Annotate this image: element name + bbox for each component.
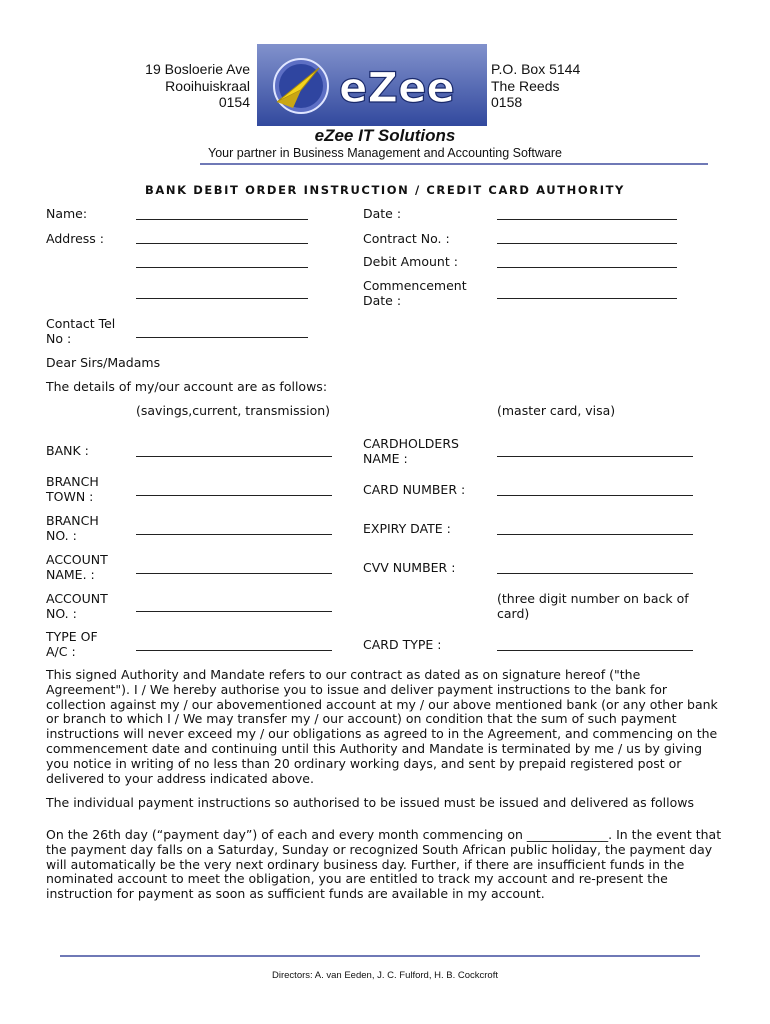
expiry-label: EXPIRY DATE : <box>363 521 451 536</box>
bank-types-note: (savings,current, transmission) <box>136 403 331 418</box>
address-line: Rooihuiskraal <box>165 77 250 94</box>
label-line: No : <box>46 331 72 346</box>
logo-wordmark: eZee <box>339 63 455 112</box>
label-line: BRANCH <box>46 474 99 489</box>
address-field-2[interactable] <box>136 267 308 268</box>
address-field-3[interactable] <box>136 298 308 299</box>
ezee-logo <box>257 44 487 126</box>
label-line: BRANCH <box>46 513 99 528</box>
contract-field[interactable] <box>497 243 677 244</box>
label-line: NO. : <box>46 606 77 621</box>
cardholders-label <box>363 436 459 466</box>
address-field-1[interactable] <box>136 243 308 244</box>
date-field[interactable] <box>497 219 677 220</box>
tagline: Your partner in Business Management and Accounting Software <box>208 146 562 160</box>
label-line: NAME : <box>363 451 408 466</box>
contact-label <box>46 316 115 346</box>
details-intro: The details of my/our account are as follows: <box>46 379 328 394</box>
label-line: Contact Tel <box>46 316 116 331</box>
note-line: (three digit number on back of <box>497 591 689 606</box>
directors-footer: Directors: A. van Eeden, J. C. Fulford, H. B. Cockcroft <box>272 970 498 981</box>
label-line: TOWN : <box>46 489 94 504</box>
account-no-label <box>46 591 108 621</box>
address-line: 19 Bosloerie Ave <box>145 61 250 77</box>
label-line: Commencement <box>363 278 467 293</box>
expiry-field[interactable] <box>497 534 693 535</box>
address-line: P.O. Box 5144 <box>491 61 581 77</box>
company-name: eZee IT Solutions <box>314 126 456 145</box>
name-field[interactable] <box>136 219 308 220</box>
card-type-field[interactable] <box>497 650 693 651</box>
compass-icon <box>274 59 328 113</box>
payment-day-paragraph: On the 26th day (“payment day”) of each and every month commencing on _____________. In the event that the payment day falls on a Saturday, Sunday or recognized South African public holiday, the payment day will automatically be the very next ordinary business day. Further, if there are insufficient funds in the nominated account to meet the obligation, you are entitled to track my account and re-present the instruction for payment as soon as sufficient funds are available in my account. <box>46 827 722 902</box>
label-line: CARDHOLDERS <box>363 436 459 451</box>
cardholders-field[interactable] <box>497 456 693 457</box>
note-line: card) <box>497 606 530 621</box>
card-number-field[interactable] <box>497 495 693 496</box>
commencement-date-field[interactable] <box>497 298 677 299</box>
label-line: ACCOUNT <box>46 552 108 567</box>
branch-town-field[interactable] <box>136 495 332 496</box>
card-types-note: (master card, visa) <box>497 403 616 418</box>
branch-no-field[interactable] <box>136 534 332 535</box>
cvv-field[interactable] <box>497 573 693 574</box>
account-name-field[interactable] <box>136 573 332 574</box>
cvv-note <box>497 591 689 621</box>
header-divider <box>200 163 708 165</box>
address-line: The Reeds <box>491 77 560 94</box>
greeting: Dear Sirs/Madams <box>46 355 161 370</box>
account-no-field[interactable] <box>136 611 332 612</box>
name-label: Name: <box>46 206 88 221</box>
type-ac-label <box>46 629 98 659</box>
right-address <box>491 61 651 111</box>
date-label: Date : <box>363 206 402 221</box>
bank-field[interactable] <box>136 456 332 457</box>
left-address <box>100 61 250 111</box>
branch-town-label <box>46 474 99 504</box>
footer-divider <box>60 955 700 957</box>
form-title: BANK DEBIT ORDER INSTRUCTION / CREDIT CARD AUTHORITY <box>145 183 625 197</box>
type-ac-field[interactable] <box>136 650 332 651</box>
label-line: A/C : <box>46 644 76 659</box>
label-line: ACCOUNT <box>46 591 108 606</box>
contract-label: Contract No. : <box>363 231 450 246</box>
commencement-label <box>363 278 467 308</box>
branch-no-label <box>46 513 99 543</box>
label-line: Date : <box>363 293 402 308</box>
address-label: Address : <box>46 231 104 246</box>
contact-field[interactable] <box>136 337 308 338</box>
debit-amount-field[interactable] <box>497 267 677 268</box>
cvv-label: CVV NUMBER : <box>363 560 456 575</box>
debit-amount-label: Debit Amount : <box>363 254 458 269</box>
label-line: NAME. : <box>46 567 95 582</box>
instructions-paragraph: The individual payment instructions so authorised to be issued must be issued and delivered as follows <box>46 795 694 810</box>
address-line: 0154 <box>218 94 250 110</box>
label-line: NO. : <box>46 528 77 543</box>
card-number-label: CARD NUMBER : <box>363 482 466 497</box>
address-line: 0158 <box>491 94 523 110</box>
card-type-label: CARD TYPE : <box>363 637 442 652</box>
label-line: TYPE OF <box>46 629 98 644</box>
account-name-label <box>46 552 108 582</box>
mandate-paragraph: This signed Authority and Mandate refers to our contract as dated as on signature hereof ("the Agreement"). I / We hereby authorise you to issue and deliver payment instructions to the bank for collection against my / our abovementioned account at my / our above mentioned bank (or any other bank or branch to which I / We may transfer my / our account) on condition that the sum of such payment instructions will never exceed my / our obligations as agreed to in the Agreement, and commencing on the commencement date and continuing until this Authority and Mandate is terminated by me / us by giving you notice in writing of no less than 20 ordinary working days, and sent by prepaid registered post or delivered to your address indicated above. <box>46 667 718 786</box>
bank-label: BANK : <box>46 443 89 458</box>
